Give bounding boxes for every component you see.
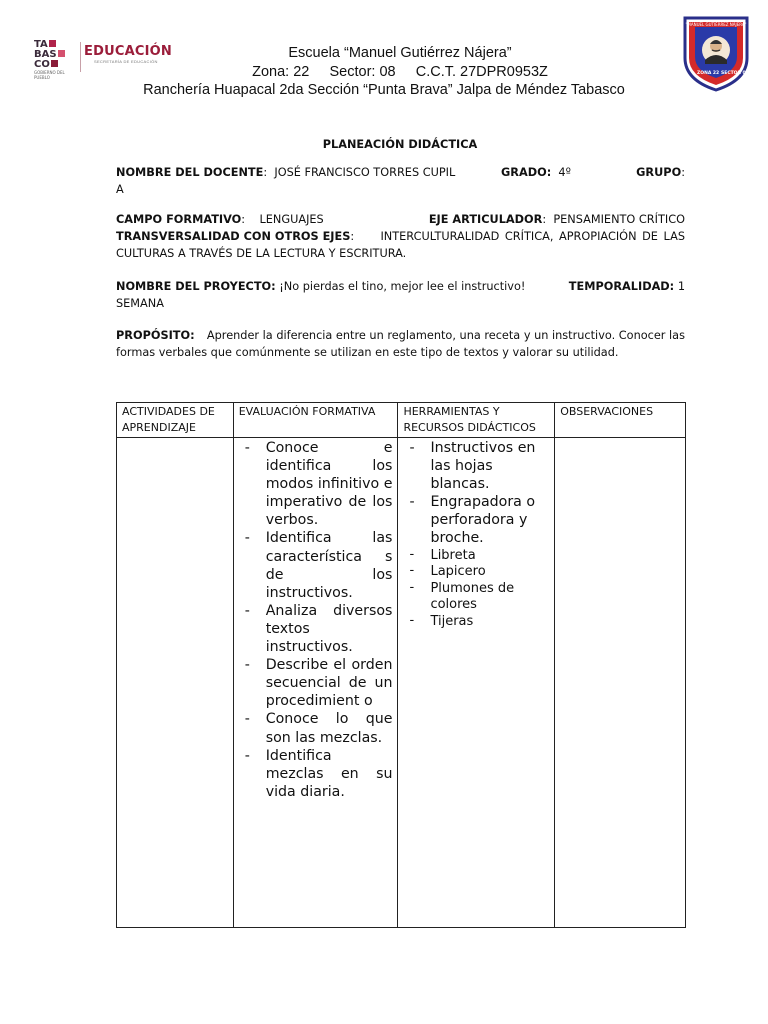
zone-sector-cct: Zona: 22 Sector: 08 C.C.T. 27DPR0953Z [252, 64, 548, 80]
list-item: - Lapicero [403, 564, 549, 581]
duration-label: TEMPORALIDAD: [568, 280, 675, 293]
teacher-info-block: NOMBRE DEL DOCENTE: JOSÉ FRANCISCO TORRES CUPIL GRADO: 4º GRUPO: A [116, 166, 685, 196]
purpose-block [116, 327, 685, 361]
project-name: ¡No pierdas el tino, mejor lee el instructivo! [279, 280, 526, 293]
tabasco-mark-sub: GOBIERNO DEL PUEBLO [34, 70, 65, 80]
header-resources: HERRAMIENTAS Y RECURSOS DIDÁCTICOS [398, 403, 555, 438]
purpose-text-line1: Aprender la diferencia entre un reglamento, una receta y un instructivo. Conocer las [206, 329, 685, 342]
field-label: CAMPO FORMATIVO [116, 213, 242, 226]
project-block [116, 278, 685, 312]
education-brand-sub: SECRETARÍA DE EDUCACIÓN [94, 59, 158, 64]
project-label: NOMBRE DEL PROYECTO: [116, 280, 276, 293]
header-observations: OBSERVACIONES [555, 403, 686, 438]
tabasco-mark-line: BAS [34, 49, 57, 60]
list-item: - Conoce lo que son las mezclas. [239, 710, 393, 746]
list-item: - Tijeras [403, 614, 549, 631]
field-value: LENGUAJES [259, 213, 324, 226]
resources-cell [398, 438, 555, 928]
list-item: - Describe el orden secuencial de un procedimient o [239, 656, 393, 710]
crest-ring-right-text: SECTOR 08 [721, 71, 749, 76]
evaluation-list [239, 439, 393, 801]
transversality-value-line2: CULTURAS A TRAVÉS DE LA LECTURA Y ESCRITURA. [116, 247, 407, 260]
transversality-label: TRANSVERSALIDAD CON OTROS EJES [116, 230, 351, 243]
evaluation-cell [233, 438, 398, 928]
purpose-label: PROPÓSITO: [116, 329, 195, 342]
table-header-row [117, 403, 686, 438]
list-item: - Instructivos en las hojas blancas. [403, 439, 549, 493]
group-value: A [116, 183, 124, 196]
activities-cell [117, 438, 234, 928]
group-label: GRUPO [636, 166, 682, 179]
grade-label: GRADO: [501, 166, 552, 179]
document-title: PLANEACIÓN DIDÁCTICA [322, 138, 478, 151]
crest-ring-top-text: "MANUEL GUTIÉRREZ NÁJERA" [685, 22, 747, 27]
list-item: - Engrapadora o perforadora y broche. [403, 493, 549, 547]
header-evaluation: EVALUACIÓN FORMATIVA [233, 403, 398, 438]
header-activities: ACTIVIDADES DE APRENDIZAJE [117, 403, 234, 438]
axis-value: PENSAMIENTO CRÍTICO [553, 213, 685, 226]
teacher-label: NOMBRE DEL DOCENTE [116, 166, 264, 179]
teacher-name: JOSÉ FRANCISCO TORRES CUPIL [274, 166, 456, 179]
table-row [117, 438, 686, 928]
list-item: - Identifica las característica s de los instructivos. [239, 529, 393, 601]
duration-value: 1 [677, 280, 685, 293]
axis-label: EJE ARTICULADOR [428, 213, 543, 226]
transversality-value-line1: INTERCULTURALIDAD CRÍTICA, APROPIACIÓN DE LAS [380, 230, 685, 243]
list-item: - Plumones de colores [403, 581, 549, 614]
grade-value: 4º [558, 166, 571, 179]
planning-table [116, 402, 686, 928]
school-address: Ranchería Huapacal 2da Sección “Punta Brava” Jalpa de Méndez Tabasco [143, 82, 625, 98]
education-brand: EDUCACIÓN [84, 44, 172, 59]
crest-ring-left-text: ZONA 22 [697, 71, 720, 76]
tabasco-mark-line: TA [34, 39, 48, 50]
curriculum-block: CAMPO FORMATIVO: LENGUAJES EJE ARTICULADOR: PENSAMIENTO CRÍTICO TRANSVERSALIDAD CON OTROS EJES: INTERCULTURALIDAD CRÍTICA, APROPIACIÓN DE LAS CULTURAS A TRAVÉS DE LA LECTURA Y ESCRITURA. [116, 213, 685, 260]
purpose-text-line2: formas verbales que comúnmente se utilizan en este tipo de textos y valorar su utilidad. [116, 346, 619, 359]
school-name: Escuela “Manuel Gutiérrez Nájera” [288, 45, 512, 61]
list-item: - Conoce e identifica los modos infinitivo e imperativo de los verbos. [239, 439, 393, 529]
resources-list [403, 439, 549, 631]
list-item: - Libreta [403, 548, 549, 565]
observations-cell [555, 438, 686, 928]
list-item: - Identifica mezclas en su vida diaria. [239, 747, 393, 801]
list-item: - Analiza diversos textos instructivos. [239, 602, 393, 656]
tabasco-mark-line: CO [34, 59, 50, 70]
duration-unit: SEMANA [116, 297, 164, 310]
